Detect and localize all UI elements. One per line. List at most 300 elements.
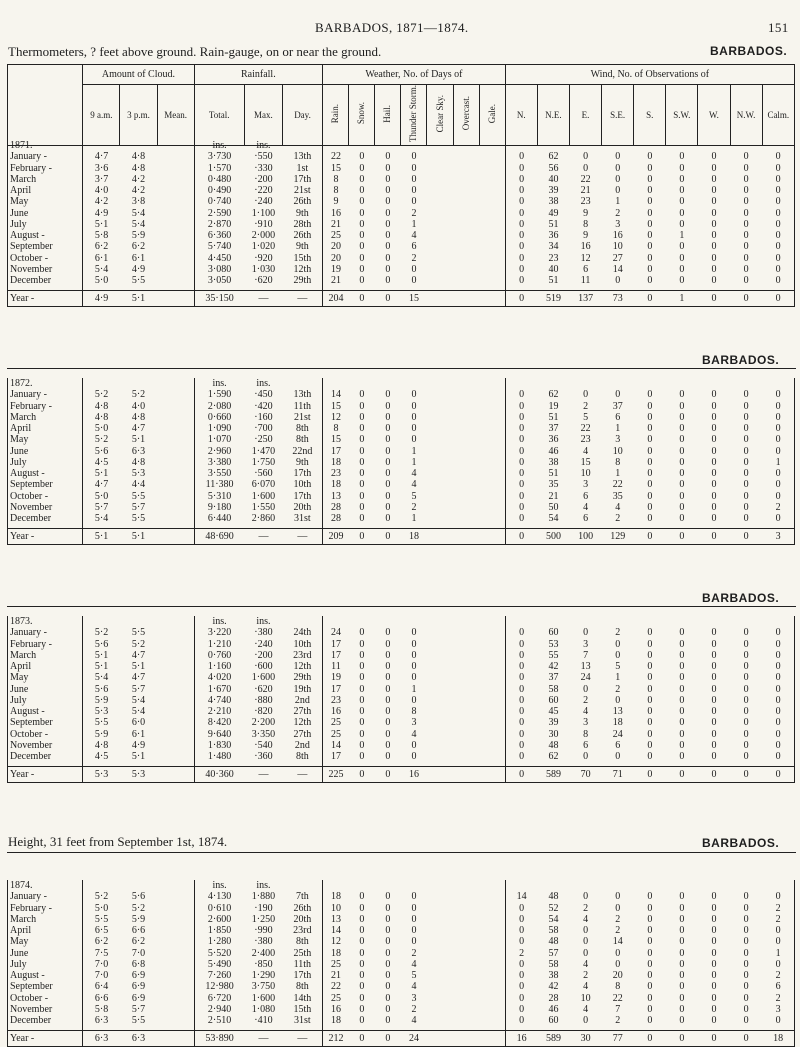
cell: 0 [679,717,685,729]
cell [427,389,453,400]
cell [453,706,479,717]
row-label: November [10,739,53,751]
cell: 0 [359,947,365,959]
cell: 0 [411,638,417,650]
cell: 0 [375,767,401,783]
cell: 0 [730,1031,762,1047]
cell: 0 [775,891,781,903]
cell: 0·760 [194,650,244,661]
cell [427,751,453,762]
cell: 5·0 [83,903,120,914]
cell: 0 [743,739,749,751]
cell: 0 [743,672,749,684]
cell [479,1004,505,1015]
cell: 14 [612,263,623,275]
row-label: July [10,218,27,230]
cell: 5·3 [131,468,146,479]
cell: 0 [730,529,762,545]
cell: 5 [411,970,417,981]
cell: 0 [775,925,781,936]
station-label: BARBADOS. [702,591,780,605]
cell: 204 [323,291,349,307]
cell: 1·600 [251,672,276,684]
cell [762,140,794,151]
cell: 0 [385,230,391,241]
cell: — [244,529,282,545]
cell: 0 [775,694,781,706]
cell: 2 [583,694,589,706]
cell: 6·2 [131,936,146,948]
cell: 0 [411,185,417,196]
cell [479,993,505,1004]
cell: 0 [359,230,365,241]
cell: 0 [385,717,391,729]
cell: 0 [698,291,730,307]
cell: 0 [711,638,717,650]
cell [427,903,453,914]
cell [479,253,505,264]
cell: 28th [293,218,312,230]
weather-col-label: Gale. [486,103,497,124]
cell [602,140,634,151]
cell: 0 [385,513,391,524]
cell: 0 [743,479,749,491]
cell [479,275,505,286]
cell: 16 [580,241,591,253]
cell: 4·9 [83,208,120,219]
cell: 0 [743,661,749,672]
year-total-row [8,529,795,545]
cell: 0 [647,992,653,1004]
row-label: May [10,672,29,684]
cell: 49 [548,207,559,219]
cell: 0 [411,151,417,163]
row-label: June [10,207,29,219]
row-label: November [10,263,53,275]
cell [479,219,505,230]
cell: 15 [323,163,349,174]
cell: 1·030 [251,263,276,275]
cell [157,684,194,695]
cell: 0 [647,672,653,684]
row-label: November [10,501,53,513]
row-label: December [10,1015,52,1026]
cell: 0 [505,993,537,1004]
cell: 40 [548,263,559,275]
cell: 4 [583,958,589,970]
cell: 5·1 [83,529,120,545]
cell: 24 [580,672,591,684]
cell: 0 [743,501,749,513]
cell [453,981,479,992]
cell [479,925,505,936]
cell: 4 [615,501,621,513]
cell: 0 [385,252,391,264]
subtitle-line [8,44,798,62]
cell: ·990 [254,925,273,936]
cell: 1·250 [251,913,276,925]
col-header-wind-4: S. [634,85,666,146]
row-label: September [10,717,53,729]
cell: 60 [548,627,559,639]
cell: 0 [679,501,685,513]
cell [479,936,505,947]
cell: 1·080 [251,1003,276,1015]
cell: 0 [679,728,685,740]
cell: 0 [711,891,717,903]
row-label: January - [10,891,47,903]
cell: 0 [359,173,365,185]
cell [427,1031,453,1047]
row-label: December [10,751,52,762]
cell: 11 [323,661,349,672]
cell: 4 [583,1003,589,1015]
cell: 6·3 [120,1031,157,1047]
cell: 3 [411,992,417,1004]
cell [570,880,602,891]
cell: 0 [647,728,653,740]
cell [427,717,453,728]
cell: 4·0 [83,185,120,196]
cell: 0 [583,891,589,903]
cell: 48 [548,739,559,751]
cell: 5·0 [83,275,120,286]
cell: 6 [615,411,621,423]
cell: 56 [548,162,559,174]
cell [453,639,479,650]
cell: 0 [743,649,749,661]
cell: 3·7 [83,174,120,185]
cell: 0 [711,694,717,706]
cell [157,529,194,545]
cell: 0 [505,959,537,970]
cell [602,616,634,627]
cell: 38 [548,456,559,468]
cell: 5·7 [131,1003,146,1015]
month-row [8,717,795,728]
row-label: December [10,513,52,524]
cell [427,378,453,389]
cell [453,695,479,706]
cell: 0·660 [194,412,244,423]
cell: 48·690 [194,529,244,545]
cell: 0 [385,162,391,174]
cell: 12 [580,252,591,264]
cell [157,740,194,751]
cell [453,891,479,902]
cell [157,970,194,981]
cell: ·910 [254,218,273,230]
month-row [8,264,795,275]
cell: 0 [505,208,537,219]
cell [453,163,479,174]
cell: 0 [647,706,653,717]
cell: 0 [583,925,589,936]
col-header-wind-5: S.W. [666,85,698,146]
cell [157,457,194,468]
cell [157,196,194,207]
cell: 5·6 [83,639,120,650]
cell [283,378,323,389]
cell: 6 [583,263,589,275]
cell: 50 [548,501,559,513]
cell: 0 [505,163,537,174]
cell: 0 [679,151,685,163]
cell: 0 [775,162,781,174]
cell [453,291,479,307]
cell: 18 [401,529,427,545]
cell: 212 [323,1031,349,1047]
cell [479,140,505,151]
cell: 0 [711,1015,717,1026]
cell: 35 [612,490,623,502]
cell [453,219,479,230]
year-label: 1873. [10,616,33,627]
cell: 0 [647,717,653,729]
cell: 0 [647,445,653,457]
row-label: June [10,683,29,695]
cell: 0 [615,694,621,706]
cell: 16 [323,706,349,717]
row-label: May [10,196,29,208]
cell: ·600 [254,661,273,672]
cell: 1 [775,947,781,959]
cell: 3·350 [251,728,276,740]
cell: 19th [293,683,312,695]
cell: 1 [615,196,621,208]
cell: 22 [580,423,591,434]
cell: 0 [385,694,391,706]
cell [427,914,453,925]
cell: 2·960 [194,446,244,457]
cell: 5·5 [131,627,146,639]
cell [427,457,453,468]
cell [83,140,120,151]
cell: ·240 [254,196,273,208]
cell: 0 [359,196,365,208]
cell [323,140,349,151]
cell [427,185,453,196]
cell: ·880 [254,694,273,706]
cell: 0 [679,970,685,981]
cell: 2 [583,400,589,412]
cell: 14 [505,891,537,902]
cell: 4 [411,479,417,491]
cell: 0 [359,400,365,412]
cell [427,729,453,740]
cell [479,174,505,185]
cell: — [283,1031,323,1047]
cell: 0 [775,728,781,740]
weather-group-header: Weather, No. of Days of [323,65,506,85]
cell: 0 [505,1004,537,1015]
cell: 13 [323,914,349,925]
cell: 0 [359,717,365,729]
col-header-cloud-0: 9 a.m. [83,85,120,146]
cell: 0 [615,173,621,185]
cell: 0 [711,739,717,751]
cell: 2·590 [194,208,244,219]
cell: 589 [537,1031,569,1047]
cell: 0 [647,162,653,174]
cell [479,446,505,457]
cell [157,706,194,717]
cell: 20 [323,241,349,252]
cell: 0 [711,434,717,446]
month-row [8,196,795,207]
cell: 5 [411,490,417,502]
cell: 28 [323,513,349,524]
cell: 0 [411,263,417,275]
wind-group-header: Wind, No. of Observations of [505,65,794,85]
cell: — [244,767,282,783]
cell: 0 [505,479,537,490]
cell: 0 [359,958,365,970]
cell [427,468,453,479]
cell [157,717,194,728]
cell: 0 [711,728,717,740]
cell [427,208,453,219]
cell: 0 [711,445,717,457]
cell: — [283,291,323,307]
cell: 5·8 [83,230,120,241]
cell: 12th [293,661,312,672]
cell: 2 [775,992,781,1004]
row-label: August - [10,706,45,717]
cell: 5·740 [194,241,244,252]
cell: 0 [385,275,391,286]
row-label: April [10,185,32,196]
year-total-row [8,291,795,307]
cell [427,253,453,264]
cell: 30 [570,1031,602,1047]
cell: 5·9 [131,913,146,925]
cell [427,412,453,423]
cell: 0 [647,490,653,502]
cell: 0 [743,230,749,241]
cell: 0 [505,914,537,925]
cell: 9 [583,207,589,219]
cell: 6·1 [131,728,146,740]
cell: 589 [537,767,569,783]
cell: ·850 [254,958,273,970]
cell: 500 [537,529,569,545]
cell: 26th [293,230,312,241]
cell: 0 [679,263,685,275]
cell: 0 [743,445,749,457]
cell: 12 [323,936,349,947]
cell [157,993,194,1004]
cell: 7 [583,649,589,661]
cell [666,140,698,151]
month-row [8,412,795,423]
cell [453,925,479,936]
cell: 0 [505,389,537,400]
cell: 0 [711,185,717,196]
cell: ·540 [254,739,273,751]
cell [157,891,194,902]
cell [698,140,730,151]
cell [157,502,194,513]
cell: 6·1 [83,253,120,264]
cell: 1·590 [194,389,244,400]
month-row [8,230,795,241]
cell [570,140,602,151]
cell: 4·450 [194,253,244,264]
cell: 0 [505,264,537,275]
cell: 4 [583,981,589,993]
cell: 0 [679,739,685,751]
cell: 0 [775,468,781,479]
cell: 4·2 [131,173,146,185]
cell [453,1004,479,1015]
cell [375,378,401,389]
unit-label: ins. [256,880,271,891]
cell: 0 [743,717,749,729]
cell: 3 [583,717,589,729]
cell: 0 [711,218,717,230]
cell: 0 [349,529,375,545]
cell: 0 [647,400,653,412]
cell: 0 [775,479,781,491]
cell [427,936,453,947]
cell: 0 [385,936,391,948]
cell: 100 [570,529,602,545]
cell: 0 [647,151,653,163]
cell: 0 [647,981,653,993]
cell: 0 [411,400,417,412]
cell: 0 [647,913,653,925]
cell: 14 [323,925,349,936]
cell: 0 [359,683,365,695]
cell: 23 [323,468,349,479]
col-header-weather-6 [479,85,505,146]
cell [634,140,666,151]
row-label: May [10,936,29,948]
cell: 0 [647,456,653,468]
cell: 0 [679,241,685,253]
cell: 0 [711,490,717,502]
cell: 0 [505,970,537,981]
cell: 0 [647,411,653,423]
row-label: March [10,913,37,925]
cell: 25 [323,959,349,970]
cell [427,639,453,650]
cell: 0 [359,649,365,661]
col-header-cloud-1: 3 p.m. [120,85,157,146]
cell: 5·2 [131,902,146,914]
cell: 0 [711,981,717,993]
cell: 4·5 [83,457,120,468]
cell: 37 [548,423,559,434]
cell: 0 [359,252,365,264]
cell: 5·2 [83,389,120,400]
cell: 0 [411,434,417,446]
cell: 1·830 [194,740,244,751]
cell [453,378,479,389]
cell [120,140,157,151]
cell: 21 [323,970,349,981]
cell: 2 [615,513,621,524]
cell: 6·0 [131,717,146,729]
unit-label: ins. [256,140,271,151]
cell: 0 [743,207,749,219]
cell: 0 [679,891,685,903]
cell: 0 [385,445,391,457]
cell [666,378,698,389]
cell: 8 [323,185,349,196]
cell: 27th [293,706,312,717]
